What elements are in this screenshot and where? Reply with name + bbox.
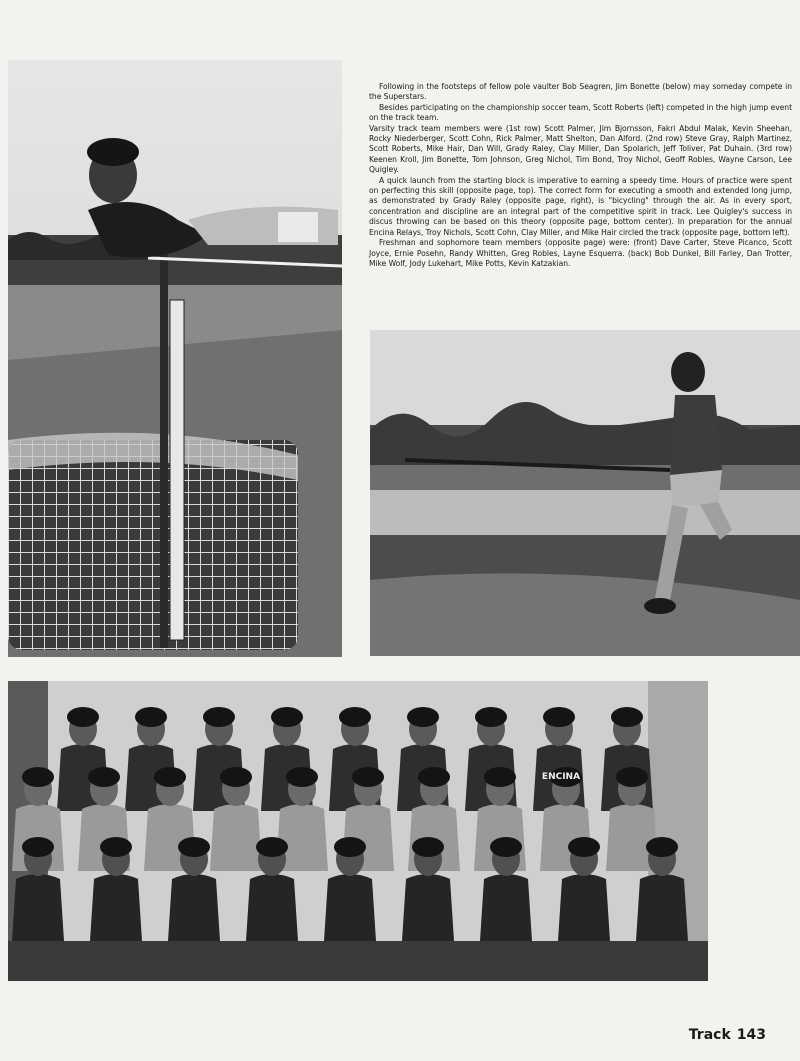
caption-high-jump: Besides participating on the championship soccer team, Scott Roberts (left) competed in the high jump event on the track team. xyxy=(369,102,792,123)
folio-page-number: 143 xyxy=(736,1027,766,1043)
caption-freshman-roster: Freshman and sophomore team members (opposite page) were: (front) Dave Carter, Steve Picanco, Scott Joyce, Ernie Posehn, Randy Whitten, Greg Robles, Layne Esquerra. (back) Bob Dunkel, Bill Farley, Dan Trotter, Mike Wolf, Jody Lukehart, Mike Potts, Kevin Katzakian. xyxy=(369,238,792,268)
page-folio xyxy=(689,1027,766,1043)
team-photo xyxy=(8,681,708,981)
caption-pole-vaulter: Following in the footsteps of fellow pole vaulter Bob Seagren, Jim Bonette (below) may someday compete in the Superstars. xyxy=(369,82,792,102)
caption-block xyxy=(369,82,792,269)
shirt-lettering: ENCINA xyxy=(541,772,581,782)
high-jump-photo xyxy=(8,60,342,657)
caption-starting-block: A quick launch from the starting block is imperative to earning a speedy time. Hours of practice were spent on perfecting this skill (opposite page, top). The correct form for executing a smooth and extended long jump, as demonstrated by Grady Raley (opposite page, right), is "bicycling" through the air. As in every sport, concentration and discipline are an integral part of the competitive spirit in track. Lee Quigley's success in discus throwing can be based on this theory (opposite page, bottom center). In preparation for the annual Encina Relays, Troy Nichols, Scott Cohn, Clay Miller, and Mike Hair circled the track (opposite page, bottom left). xyxy=(369,175,792,237)
caption-varsity-roster: Varsity track team members were (1st row) Scott Palmer, Jim Bjornsson, Fakri Abdul Malak, Kevin Sheehan, Rocky Niederberger, Scott Cohn, Rick Palmer, Matt Shelton, Dan Alford. (2nd row) Steve Gray, Ralph Martinez, Scott Roberts, Mike Hair, Dan Will, Grady Raley, Clay Miller, Dan Spolarich, Jeff Toliver, Pat Duhain. (3rd row) Keenen Kroll, Jim Bonette, Tom Johnson, Greg Nichol, Tim Bond, Troy Nichol, Geoff Robles, Wayne Carson, Lee Quigley. xyxy=(369,123,792,175)
folio-section: Track xyxy=(688,1027,731,1043)
pole-vault-photo xyxy=(370,330,800,656)
